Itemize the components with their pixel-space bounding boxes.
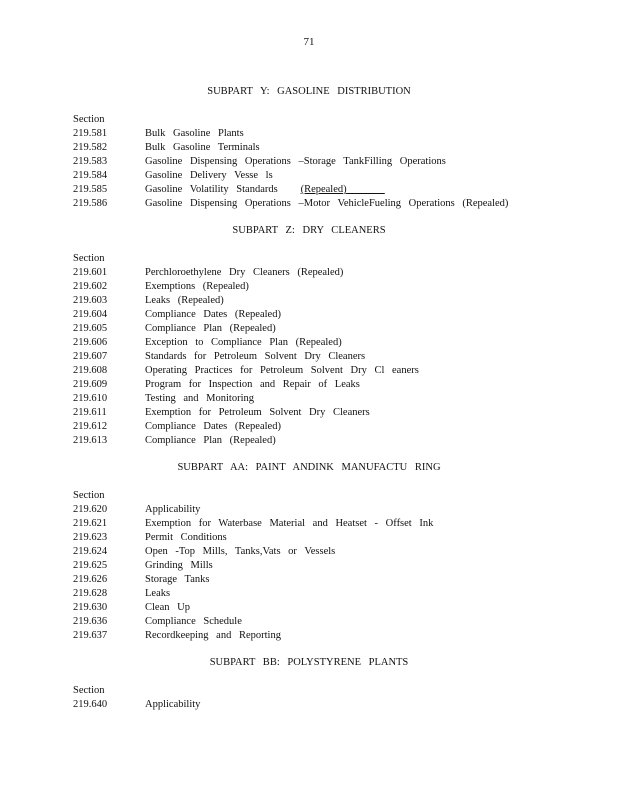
section-number: 219.605	[73, 323, 108, 334]
section-number: 219.611	[73, 407, 107, 418]
section-number: 219.585	[73, 184, 108, 195]
section-number: 219.640	[73, 699, 108, 710]
section-title: Applicability	[145, 699, 201, 710]
section-title: Gasoline Dispensing Operations –Storage TankFilling Operations	[145, 156, 446, 167]
section-number: 219.602	[73, 281, 108, 292]
section-title-text: Gasoline Volatility Standards	[145, 184, 278, 195]
section-number: 219.612	[73, 421, 108, 432]
section-number: 219.625	[73, 560, 108, 571]
section-number: 219.608	[73, 365, 108, 376]
section-number: 219.623	[73, 532, 108, 543]
section-title: Exemption for Waterbase Material and Heatset - Offset Ink	[145, 518, 434, 529]
section-number: 219.584	[73, 170, 108, 181]
section-title: Recordkeeping and Reporting	[145, 630, 281, 641]
section-title: Exception to Compliance Plan (Repealed)	[145, 337, 342, 348]
section-title: Compliance Plan (Repealed)	[145, 323, 276, 334]
section-title: Clean Up	[145, 602, 190, 613]
section-title: Storage Tanks	[145, 574, 210, 585]
section-title: Testing and Monitoring	[145, 393, 255, 404]
section-title: Exemption for Petroleum Solvent Dry Cleaners	[145, 407, 370, 418]
section-title: Permit Conditions	[145, 532, 227, 543]
section-title: Leaks (Repealed)	[145, 295, 224, 306]
section-title: Leaks	[145, 588, 171, 599]
section-number: 219.582	[73, 142, 108, 153]
section-title: Bulk Gasoline Plants	[145, 128, 244, 139]
section-number: 219.604	[73, 309, 108, 320]
section-number: 219.620	[73, 504, 108, 515]
section-number: 219.624	[73, 546, 108, 557]
section-title: Exemptions (Repealed)	[145, 281, 249, 292]
section-number: 219.581	[73, 128, 108, 139]
section-number: 219.636	[73, 616, 108, 627]
section-label: Section	[73, 490, 105, 501]
section-number: 219.583	[73, 156, 108, 167]
section-title: Operating Practices for Petroleum Solvent Dry Cl eaners	[145, 365, 419, 376]
section-title: Compliance Dates (Repealed)	[145, 309, 281, 320]
section-number: 219.606	[73, 337, 108, 348]
page-number: 71	[303, 36, 315, 48]
section-title: Applicability	[145, 504, 201, 515]
section-number: 219.630	[73, 602, 108, 613]
section-number: 219.613	[73, 435, 108, 446]
subpart-aa-title: SUBPART AA: PAINT ANDINK MANUFACTU RING	[177, 462, 441, 473]
section-number: 219.586	[73, 198, 108, 209]
section-number: 219.607	[73, 351, 108, 362]
section-title: Program for Inspection and Repair of Leaks	[145, 379, 360, 390]
section-title: Gasoline Dispensing Operations –Motor VehicleFueling Operations (Repealed)	[145, 198, 509, 209]
section-number: 219.601	[73, 267, 108, 278]
section-title: Compliance Plan (Repealed)	[145, 435, 276, 446]
subpart-bb-title: SUBPART BB: POLYSTYRENE PLANTS	[209, 657, 409, 668]
section-title: Gasoline Delivery Vesse ls	[145, 170, 273, 181]
subpart-y-title: SUBPART Y: GASOLINE DISTRIBUTION	[207, 86, 411, 97]
section-label: Section	[73, 114, 105, 125]
section-title: Standards for Petroleum Solvent Dry Cleaners	[145, 351, 366, 362]
section-label: Section	[73, 685, 105, 696]
section-number: 219.621	[73, 518, 108, 529]
section-label: Section	[73, 253, 105, 264]
section-title: Compliance Dates (Repealed)	[145, 421, 281, 432]
section-title: Compliance Schedule	[145, 616, 242, 627]
section-number: 219.626	[73, 574, 108, 585]
section-number: 219.609	[73, 379, 108, 390]
section-number: 219.610	[73, 393, 108, 404]
section-title: Bulk Gasoline Terminals	[145, 142, 260, 153]
section-number: 219.637	[73, 630, 108, 641]
underline-tail	[347, 184, 385, 195]
subpart-z-title: SUBPART Z: DRY CLEANERS	[232, 225, 386, 236]
repealed-note: (Repealed)	[300, 184, 347, 195]
section-number: 219.603	[73, 295, 108, 306]
section-title: Perchloroethylene Dry Cleaners (Repealed)	[145, 267, 344, 278]
section-title: Grinding Mills	[145, 560, 213, 571]
section-title: Open -Top Mills, Tanks,Vats or Vessels	[145, 546, 336, 557]
section-title	[145, 184, 385, 195]
section-number: 219.628	[73, 588, 108, 599]
